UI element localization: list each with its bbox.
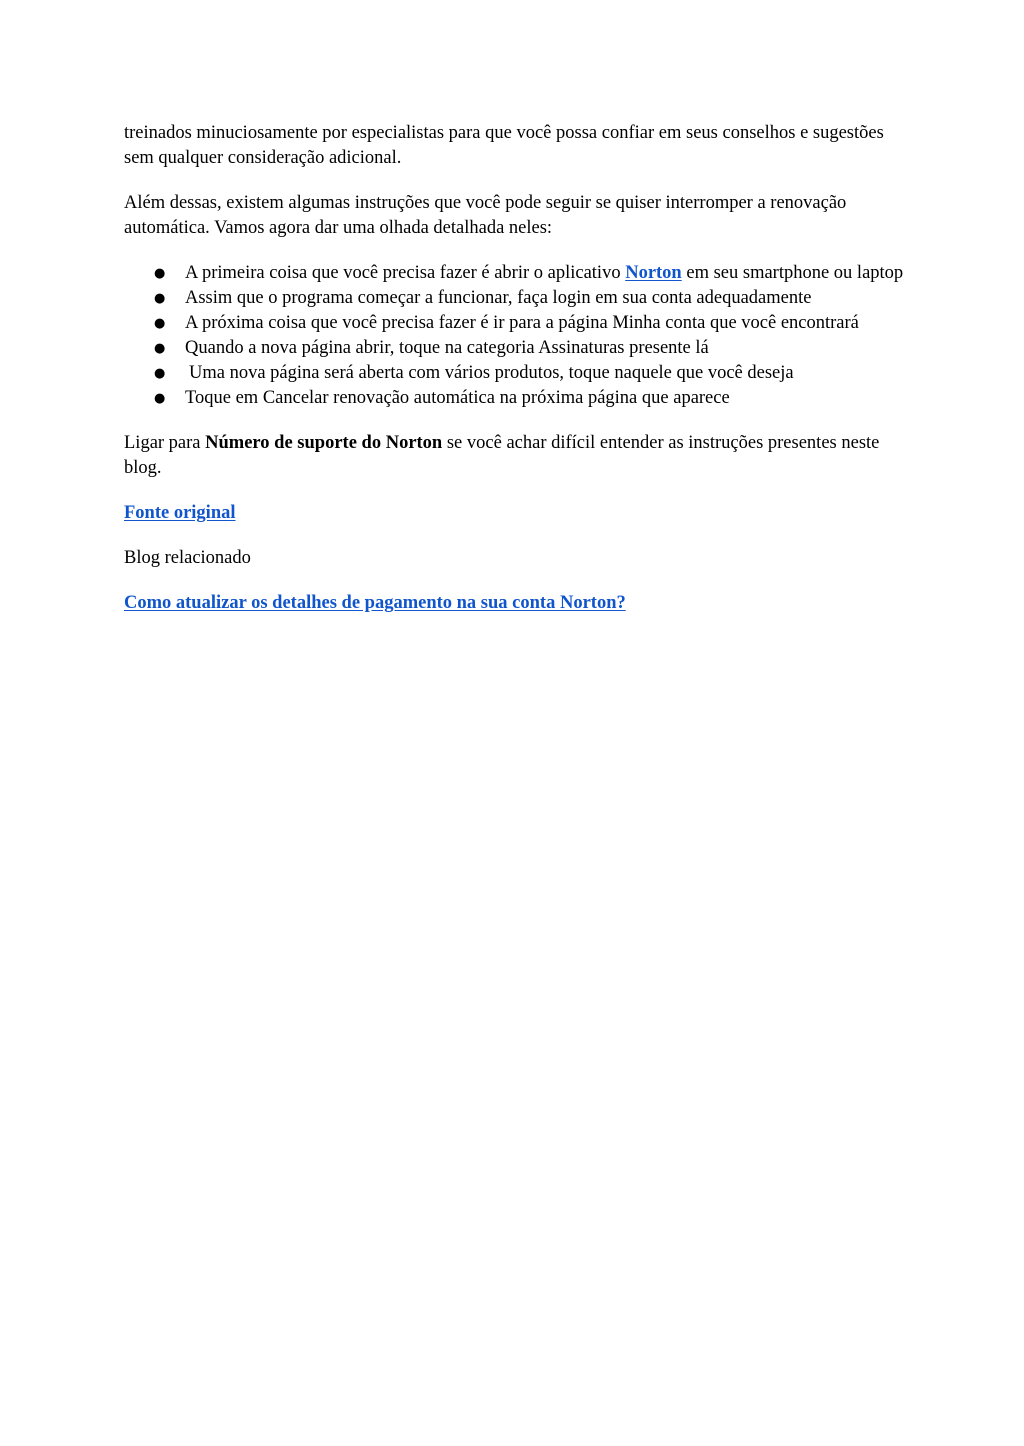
step-3-text: A próxima coisa que você precisa fazer é ir para a página Minha conta que você encontrará — [185, 313, 859, 333]
lead-paragraph: Além dessas, existem algumas instruções que você pode seguir se quiser interromper a renovação automática. Vamos agora dar uma olhada detalhada neles: — [124, 193, 847, 238]
support-paragraph — [124, 431, 914, 481]
support-before: Ligar para — [124, 433, 206, 453]
bullet-icon: ● — [154, 366, 166, 381]
step-2-text: Assim que o programa começar a funcionar, faça login em sua conta adequadamente — [185, 288, 812, 308]
step-5-text: Uma nova página será aberta com vários produtos, toque naquele que você deseja — [189, 363, 794, 383]
step-1-before: A primeira coisa que você precisa fazer é abrir o aplicativo — [185, 263, 626, 283]
steps-list — [124, 261, 914, 411]
list-item — [124, 286, 914, 311]
norton-link[interactable]: Norton — [625, 263, 682, 283]
related-label: Blog relacionado — [124, 548, 251, 568]
support-after: se você achar difícil entender as instruções presentes neste blog. — [124, 433, 880, 478]
step-4-text: Quando a nova página abrir, toque na categoria Assinaturas presente lá — [185, 338, 709, 358]
list-item — [124, 311, 914, 336]
related-paragraph — [124, 591, 914, 616]
related-blog-link[interactable]: Como atualizar os detalhes de pagamento na sua conta Norton? — [124, 593, 626, 613]
bullet-icon: ● — [154, 391, 166, 406]
bullet-icon: ● — [154, 341, 166, 356]
support-number-label: Número de suporte do Norton — [205, 433, 443, 453]
step-1-after: em seu smartphone ou laptop — [681, 263, 904, 283]
bullet-icon: ● — [154, 316, 166, 331]
intro-paragraph: treinados minuciosamente por especialistas para que você possa confiar em seus conselhos e sugestões sem qualquer consideração adicional. — [124, 123, 884, 168]
step-6-text: Toque em Cancelar renovação automática na próxima página que aparece — [185, 388, 730, 408]
list-item — [124, 261, 914, 286]
list-item — [124, 386, 914, 411]
source-paragraph — [124, 501, 914, 526]
source-link[interactable]: Fonte original — [124, 503, 236, 523]
list-item — [124, 361, 914, 386]
bullet-icon: ● — [154, 291, 166, 306]
bullet-icon: ● — [154, 266, 166, 281]
document-page — [124, 121, 914, 636]
list-item — [124, 336, 914, 361]
